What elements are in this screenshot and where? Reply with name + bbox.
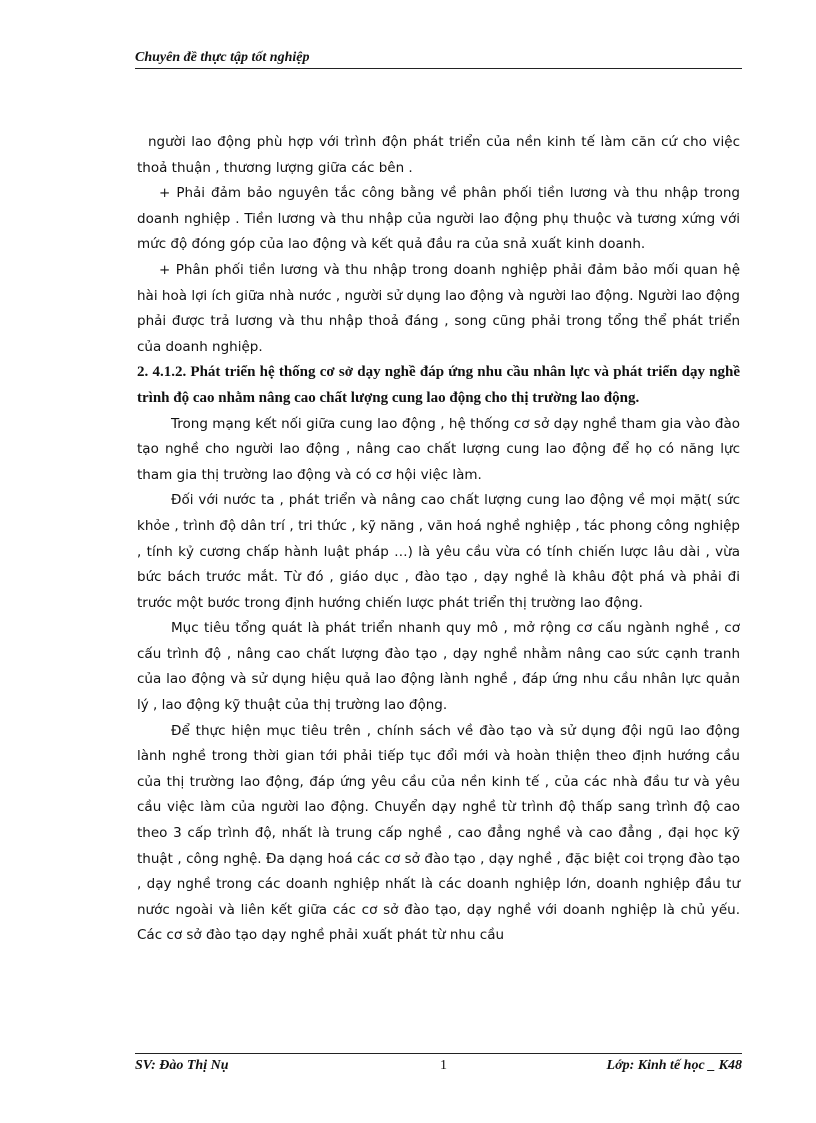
paragraph-5: Đối với nước ta , phát triển và nâng cao chất lượng cung lao động về mọi mặt( sức khỏe , trình độ dân trí , tri thức , kỹ năng , văn hoá nghề nghiệp , tác phong công nghiệp , tính kỷ cương chấp hành luật pháp …) là yêu cầu vừa có tính chiến lược lâu dài , vừa bức bách trước mắt. Từ đó , giáo dục , đào tạo , dạy nghề là khâu đột phá và phải đi trước một bước trong định hướng chiến lược phát triển thị trường lao động. [137, 492, 740, 611]
document-body [137, 130, 740, 949]
page-number: 1 [440, 1058, 447, 1073]
footer-student-name: SV: Đào Thị Nụ [135, 1058, 229, 1073]
paragraph-3: + Phân phối tiền lương và thu nhập trong doanh nghiệp phải đảm bảo mối quan hệ hài hoà lợi ích giữa nhà nước , người sử dụng lao động và người lao động. Người lao động phải được trả lương và thu nhập thoả đáng , song cũng phải trong tổng thể phát triển của doanh nghiệp. [137, 261, 740, 355]
paragraph-7: Để thực hiện mục tiêu trên , chính sách về đào tạo và sử dụng đội ngũ lao động lành nghề trong thời gian tới phải tiếp tục đổi mới và hoàn thiện theo định hướng cầu của thị trường lao động, đáp ứng yêu cầu của nền kinh tế , của các nhà đầu tư và yêu cầu việc làm của người lao động. Chuyển dạy nghề từ trình độ thấp sang trình độ cao theo 3 cấp trình độ, nhất là trung cấp nghề , cao đẳng nghề và cao đẳng , đại học kỹ thuật , công nghệ. Đa dạng hoá các cơ sở đào tạo , dạy nghề , đặc biệt coi trọng đào tạo , dạy nghề trong các doanh nghiệp nhất là các doanh nghiệp lớn, doanh nghiệp đầu tư nước ngoài và liên kết giữa các cơ sở đào tạo, dạy nghề với doanh nghiệp là chủ yếu. Các cơ sở đào tạo dạy nghề phải xuất phát từ nhu cầu [137, 722, 740, 944]
footer-class-label: Lớp: Kinh tế học _ K48 [606, 1058, 742, 1073]
footer-divider [135, 1053, 742, 1054]
paragraph-4: Trong mạng kết nối giữa cung lao động , hệ thống cơ sở dạy nghề tham gia vào đào tạo nghề cho người lao động , nâng cao chất lượng cung lao động để họ có năng lực tham gia thị trường lao động và có cơ hội việc làm. [137, 415, 740, 483]
page-footer [135, 1058, 742, 1078]
page-header-title: Chuyên đề thực tập tốt nghiệp [135, 50, 310, 65]
paragraph-1: người lao động phù hợp với trình độn phát triển của nền kinh tế làm căn cứ cho việc thoả thuận , thương lượng giữa các bên . [137, 134, 740, 176]
section-heading: 2. 4.1.2. Phát triển hệ thống cơ sở dạy nghề đáp ứng nhu cầu nhân lực và phát triển dạy nghề trình độ cao nhằm nâng cao chất lượng cung lao động cho thị trường lao động. [137, 364, 740, 406]
paragraph-6: Mục tiêu tổng quát là phát triển nhanh quy mô , mở rộng cơ cấu ngành nghề , cơ cấu trình độ , nâng cao chất lượng đào tạo , dạy nghề nhằm nâng cao sức cạnh tranh của lao động và sử dụng hiệu quả lao động lành nghề , đáp ứng nhu cầu nhân lực quản lý , lao động kỹ thuật của thị trường lao động. [137, 620, 740, 714]
paragraph-2: + Phải đảm bảo nguyên tắc công bằng về phân phối tiền lương và thu nhập trong doanh nghiệp . Tiền lương và thu nhập của người lao động phụ thuộc và tương xứng với mức độ đóng góp của lao động và kết quả đầu ra của snả xuất kinh doanh. [137, 185, 740, 253]
header-divider [135, 68, 742, 69]
